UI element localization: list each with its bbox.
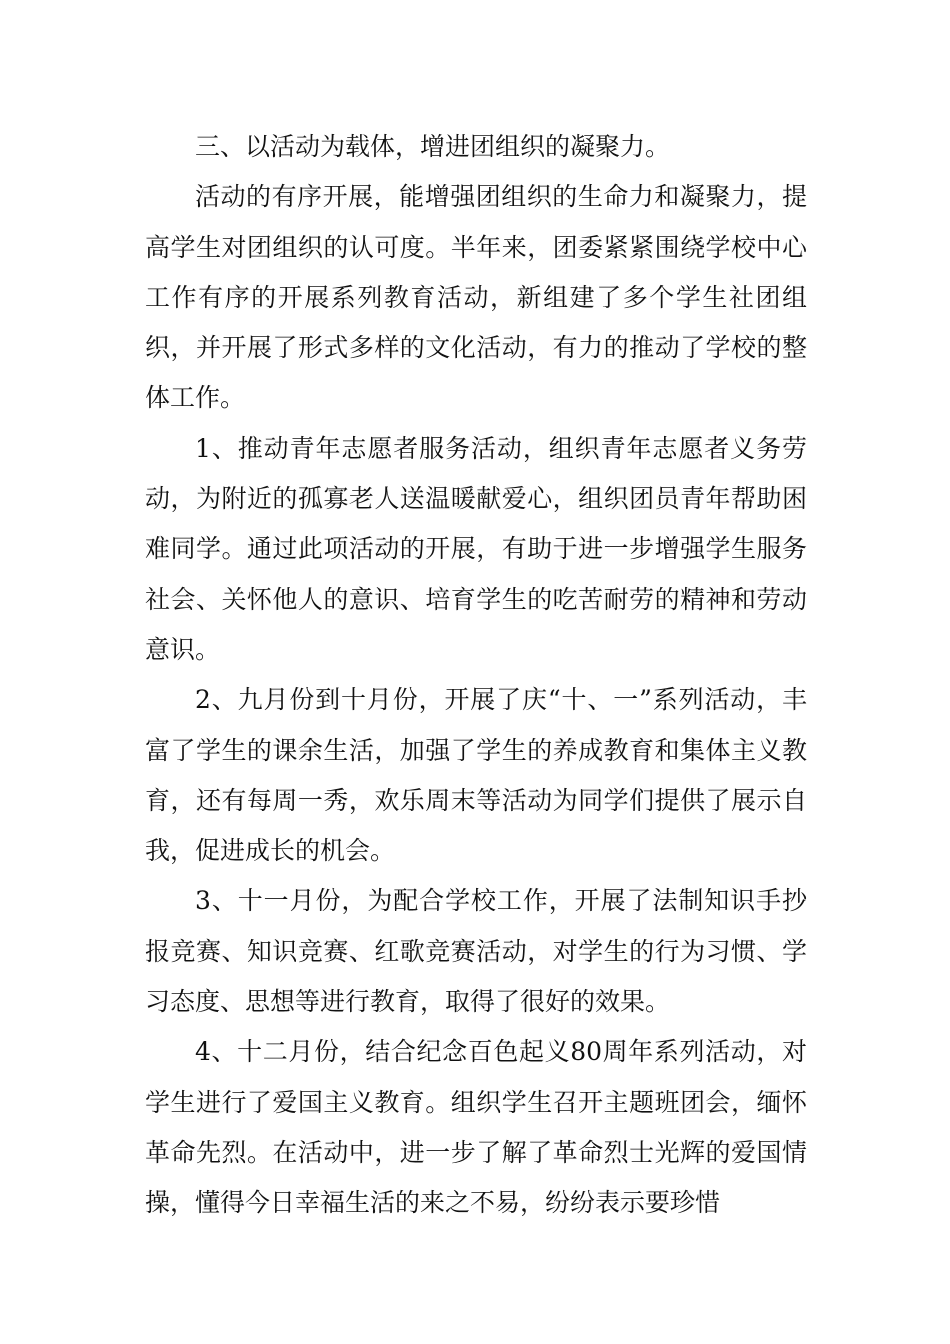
paragraph: 活动的有序开展，能增强团组织的生命力和凝聚力，提高学生对团组织的认可度。半年来，团委紧紧围绕学校中心工作有序的开展系列教育活动，新组建了多个学生社团组织，并开展了形式多样的文化活动，有力的推动了学校的整体工作。 (145, 182, 807, 413)
paragraph: 2、九月份到十月份，开展了庆“十、一”系列活动，丰富了学生的课余生活，加强了学生的养成教育和集体主义教育，还有每周一秀，欢乐周末等活动为同学们提供了展示自我，促进成长的机会。 (145, 685, 807, 866)
section-heading: 三、以活动为载体，增进团组织的凝聚力。 (195, 132, 671, 161)
document-body (145, 122, 807, 1229)
paragraph: 4、十二月份，结合纪念百色起义80周年系列活动，对学生进行了爱国主义教育。组织学生召开主题班团会，缅怀革命先烈。在活动中，进一步了解了革命烈士光辉的爱国情操，懂得今日幸福生活的来之不易，纷纷表示要珍惜 (145, 1037, 807, 1218)
paragraph: 3、十一月份，为配合学校工作，开展了法制知识手抄报竞赛、知识竞赛、红歌竞赛活动，对学生的行为习惯、学习态度、思想等进行教育，取得了很好的效果。 (145, 886, 807, 1017)
paragraph: 1、推动青年志愿者服务活动，组织青年志愿者义务劳动，为附近的孤寡老人送温暖献爱心，组织团员青年帮助困难同学。通过此项活动的开展，有助于进一步增强学生服务社会、关怀他人的意识、培育学生的吃苦耐劳的精神和劳动意识。 (145, 433, 807, 664)
